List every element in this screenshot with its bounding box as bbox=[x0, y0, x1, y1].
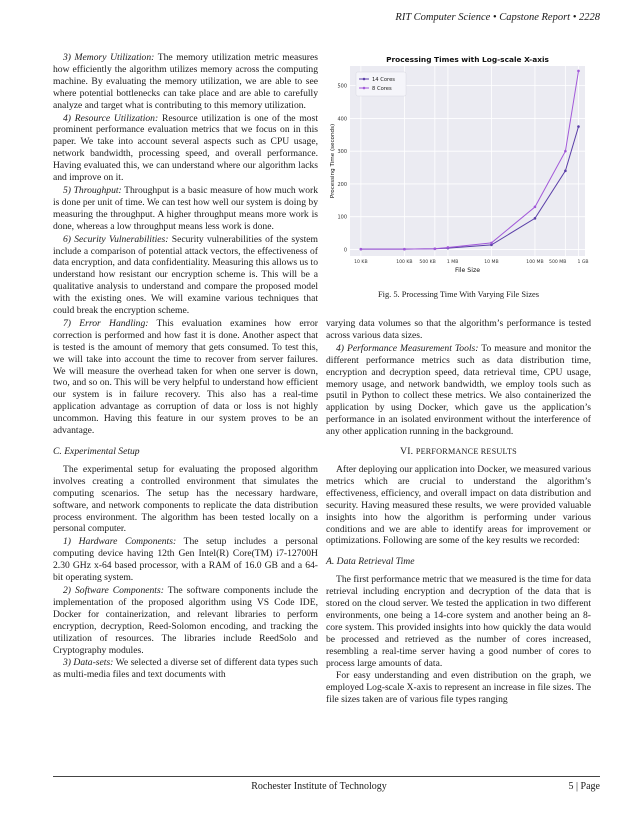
paragraph-error: 7) Error Handling: This evaluation examines how error correction is performed and how fast it is done. Another aspect that is tested is the amount of memory that gets consumed. To test this, we will take into account the time to recover from server failures. We will measure the overhead taken for when one server is down, two, and so on. This will be very helpful to understand how efficient our system is in failure recovery. This also has a real-time application advantage as corruption of data or loss is not highly uncommon. Having this feature in our system proves to be an advantage. bbox=[53, 317, 318, 437]
x-tick-label: 1 GB bbox=[577, 260, 589, 265]
y-tick-label: 200 bbox=[337, 181, 347, 188]
data-point bbox=[447, 246, 450, 249]
x-tick-label: 1 MB bbox=[446, 260, 459, 265]
x-tick-label: 500 KB bbox=[419, 260, 436, 265]
paragraph-datasets-continued: varying data volumes so that the algorithm’s performance is tested across various data sizes. bbox=[326, 318, 591, 341]
x-axis-label: File Size bbox=[454, 267, 481, 274]
paragraph-hardware: 1) Hardware Components: The setup includes a personal computing device having 12th Gen Intel(R) Core(TM) i7-12700H 2.30 GHz x-64 based processor, with a RAM of 16.0 GB and a 64-bit operating system. bbox=[53, 536, 318, 584]
section-heading-performance-results: VI. PERFORMANCE RESULTS bbox=[400, 446, 517, 458]
y-tick-label: 300 bbox=[337, 149, 347, 156]
metric-title: 7) Error Handling: bbox=[63, 317, 149, 329]
footer-rule bbox=[53, 776, 600, 777]
legend-marker bbox=[363, 87, 366, 90]
right-column bbox=[326, 318, 591, 707]
legend-label: 14 Cores bbox=[372, 77, 395, 83]
data-point bbox=[577, 70, 580, 73]
paragraph-software: 2) Software Components: The software components include the implementation of the proposed algorithm using VS Code IDE, Docker for containerization, and relevant libraries to perform encryption, decryption, Reed-Solomon encoding, and tracking the utilization of resources. The libraries include ReedSolo and Cryptography modules. bbox=[53, 584, 318, 656]
figure-processing-time bbox=[326, 52, 591, 278]
paragraph-memory: 3) Memory Utilization: The memory utilization metric measures how efficiently the algorithm utilizes memory across the computing machine. By evaluating the memory utilization, we are able to see where potential bottlenecks can take place and are able to carefully analyze and target what is contributing to this memory utilization. bbox=[53, 52, 318, 111]
paragraph-results: After deploying our application into Docker, we measured various metrics which are crucial to understand the algorithm’s effectiveness, efficiency, and overall impact on data distribution and security. Having measured these results, we were provided valuable insights into how the algorithm is performing under various conditions and we are able to identify areas for improvement or optimizations. Following are some of the key results we recorded: bbox=[326, 463, 591, 547]
legend-box bbox=[356, 72, 406, 96]
metric-title: 3) Memory Utilization: bbox=[63, 52, 155, 63]
x-tick-label: 100 MB bbox=[526, 260, 544, 265]
data-point bbox=[564, 170, 567, 173]
line-chart bbox=[326, 52, 591, 278]
paragraph-datasets: 3) Data-sets: We selected a diverse set of different data types such as multi-media files and text documents with bbox=[53, 657, 319, 681]
x-tick-label: 10 MB bbox=[484, 260, 499, 265]
subsection-heading-data-retrieval: A. Data Retrieval Time bbox=[326, 556, 415, 568]
paragraph-setup: The experimental setup for evaluating the proposed algorithm involves creating a controlled environment that simulates the computing scenarios. The setup has the necessary hardware, software, and network components to replicate the data distribution process environment. The algorithm has been tested locally on a personal computer. bbox=[53, 463, 318, 535]
data-point bbox=[490, 242, 493, 245]
data-point bbox=[434, 247, 437, 250]
y-tick-label: 400 bbox=[337, 116, 347, 123]
component-title: 4) Performance Measurement Tools: bbox=[336, 342, 479, 354]
component-title: 2) Software Components: bbox=[63, 584, 164, 596]
metric-title: 5) Throughput: bbox=[63, 184, 122, 196]
subsection-heading-experimental-setup: C. Experimental Setup bbox=[53, 446, 140, 457]
running-header: RIT Computer Science • Capstone Report • 2228 bbox=[395, 12, 600, 23]
data-point bbox=[534, 217, 537, 220]
y-tick-label: 100 bbox=[337, 214, 347, 221]
y-tick-label: 0 bbox=[343, 247, 347, 254]
legend-marker bbox=[363, 78, 366, 81]
y-axis-label: Processing Time (seconds) bbox=[330, 123, 336, 199]
legend-label: 8 Cores bbox=[372, 86, 392, 92]
paragraph-resource: 4) Resource Utilization: Resource utilization is one of the most prominent performance evaluation metrics that we focus on in this paper. We take into account several aspects such as CPU usage, network bandwidth, processing speed, and overall performance. Having evaluated this, we can understand where our algorithm lacks and improve on it. bbox=[53, 112, 318, 184]
data-point bbox=[577, 125, 580, 128]
metric-title: 4) Resource Utilization: bbox=[63, 112, 159, 124]
footer-page-number: 5 | Page bbox=[568, 781, 600, 792]
component-title: 1) Hardware Components: bbox=[63, 536, 177, 548]
data-point bbox=[403, 248, 406, 251]
paragraph-throughput: 5) Throughput: Throughput is a basic measure of how much work is done per unit of time. We can test how well our system is doing by measuring the throughput. A higher throughput means more work is done, whereas a low throughput means less work is done. bbox=[53, 184, 318, 232]
x-tick-label: 100 KB bbox=[396, 260, 413, 265]
data-point bbox=[360, 248, 363, 251]
paragraph-log-scale: For easy understanding and even distribution on the graph, we employed Log-scale X-axis to represent an increase in file sizes. The file sizes taken are of various file types ranging bbox=[326, 670, 591, 706]
paragraph-retrieval: The first performance metric that we measured is the time for data retrieval including encryption and decryption of the data that is stored on the cloud server. We tested the application in two different environments, one being a 14-core system and another being an 8-core system. This provided insights into how quickly the data would be processed and retrieved as the number of cores increased, resembling a real-time server having a good number of cores to process large amounts of data. bbox=[326, 574, 591, 669]
x-tick-label: 500 MB bbox=[549, 260, 567, 265]
figure-caption: Fig. 5. Processing Time With Varying File Sizes bbox=[377, 290, 540, 299]
y-tick-label: 500 bbox=[337, 83, 347, 90]
component-title: 3) Data-sets: bbox=[63, 657, 114, 669]
data-point bbox=[534, 206, 537, 209]
paragraph-tools: 4) Performance Measurement Tools: To measure and monitor the different performance metrics such as data distribution time, encryption and decryption speed, data retrieval time, CPU usage, memory usage, and network bandwidth, we employ tools such as psutil in Python to collect these metrics. We also containerized the application by using Docker, which gave us the application’s performance in an isolated environment without the interference of any other application running in the background. bbox=[326, 342, 591, 438]
chart-title: Processing Times with Log-scale X-axis bbox=[386, 55, 549, 64]
x-tick-label: 10 KB bbox=[354, 260, 368, 265]
left-column bbox=[53, 52, 318, 682]
metric-title: 6) Security Vulnerabilities: bbox=[63, 233, 169, 245]
data-point bbox=[564, 150, 567, 153]
paragraph-security: 6) Security Vulnerabilities: Security vulnerabilities of the system include a comparison of potential attack vectors, the effectiveness of data encryption, and data confidentiality. Measuring this allows us to understand how resistant our encryption scheme is. This will be a qualitative analysis to understand and compare the proposed model with the existing ones. We will examine various techniques that could break the encryption scheme. bbox=[53, 233, 318, 317]
footer-institution: Rochester Institute of Technology bbox=[251, 781, 387, 792]
